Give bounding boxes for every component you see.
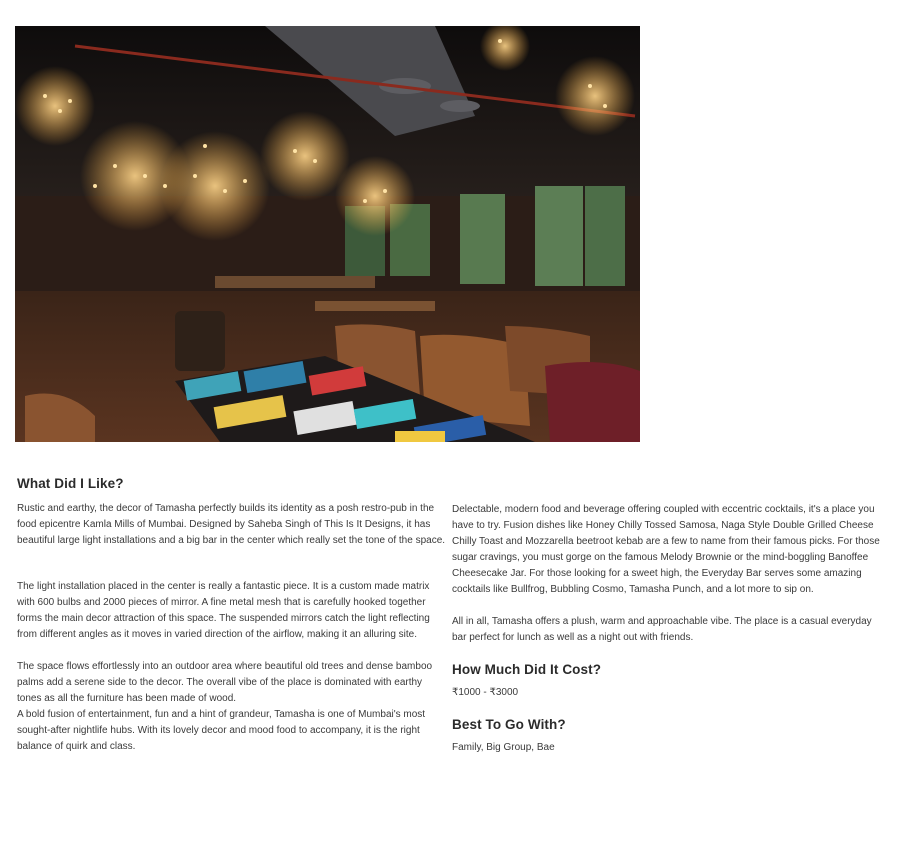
section-heading-like: What Did I Like? [17, 476, 124, 491]
company-value: Family, Big Group, Bae [452, 742, 555, 753]
paragraph-outdoor-area: The space flows effortlessly into an outdoor area where beautiful old trees and dense bamboo palms add a serene side to the decor. The overall vibe of the place is dominated with earthy tones as all the furniture has been made of wood. [17, 661, 433, 704]
left-column [17, 476, 447, 755]
restaurant-photo [15, 26, 640, 442]
right-column [452, 502, 888, 756]
section-heading-company: Best To Go With? [452, 717, 566, 732]
paragraph-intro: Rustic and earthy, the decor of Tamasha perfectly builds its identity as a posh restro-pub in the food epicentre Kamla Mills of Mumbai. Designed by Saheba Singh of This Is It Designs, it has beautiful large light installations and a big bar in the center which really set the tone of the space. [17, 503, 446, 546]
cost-value: ₹1000 - ₹3000 [452, 687, 519, 698]
paragraph-light-installation: The light installation placed in the center is really a fantastic piece. It is a custom made matrix with 600 bulbs and 2000 pieces of mirror. A fine metal mesh that is carefully hooked together forms the main decor attraction of this space. The suspended mirrors catch the light reflecting from different angles as it moves in varied direction of the airflow, making it an alluring site. [17, 581, 430, 640]
paragraph-food: Delectable, modern food and beverage offering coupled with eccentric cocktails, it's a place you have to try. Fusion dishes like Honey Chilly Tossed Samosa, Naga Style Double Grilled Cheese Chilly Toast and Mozzarella beetroot kebab are a few to name from their famous picks. For those sugar cravings, you must gorge on the famous Melody Brownie or the mind-boggling Banoffee Cheesecake Jar. For those looking for a sweet high, the Everyday Bar serves some amazing cocktails like Bullfrog, Bubbling Cosmo, Tamasha Punch, and a lot more to sip on. [452, 504, 880, 595]
restaurant-interior-illustration [15, 26, 640, 442]
paragraph-fusion: A bold fusion of entertainment, fun and a hint of grandeur, Tamasha is one of Mumbai's most sought-after nightlife hubs. With its lovely decor and mood food to accompany, it is the right balance of quirk and class. [17, 709, 426, 752]
paragraph-summary: All in all, Tamasha offers a plush, warm and approachable vibe. The place is a casual everyday bar perfect for lunch as well as a night out with friends. [452, 616, 872, 643]
section-heading-cost: How Much Did It Cost? [452, 662, 602, 677]
